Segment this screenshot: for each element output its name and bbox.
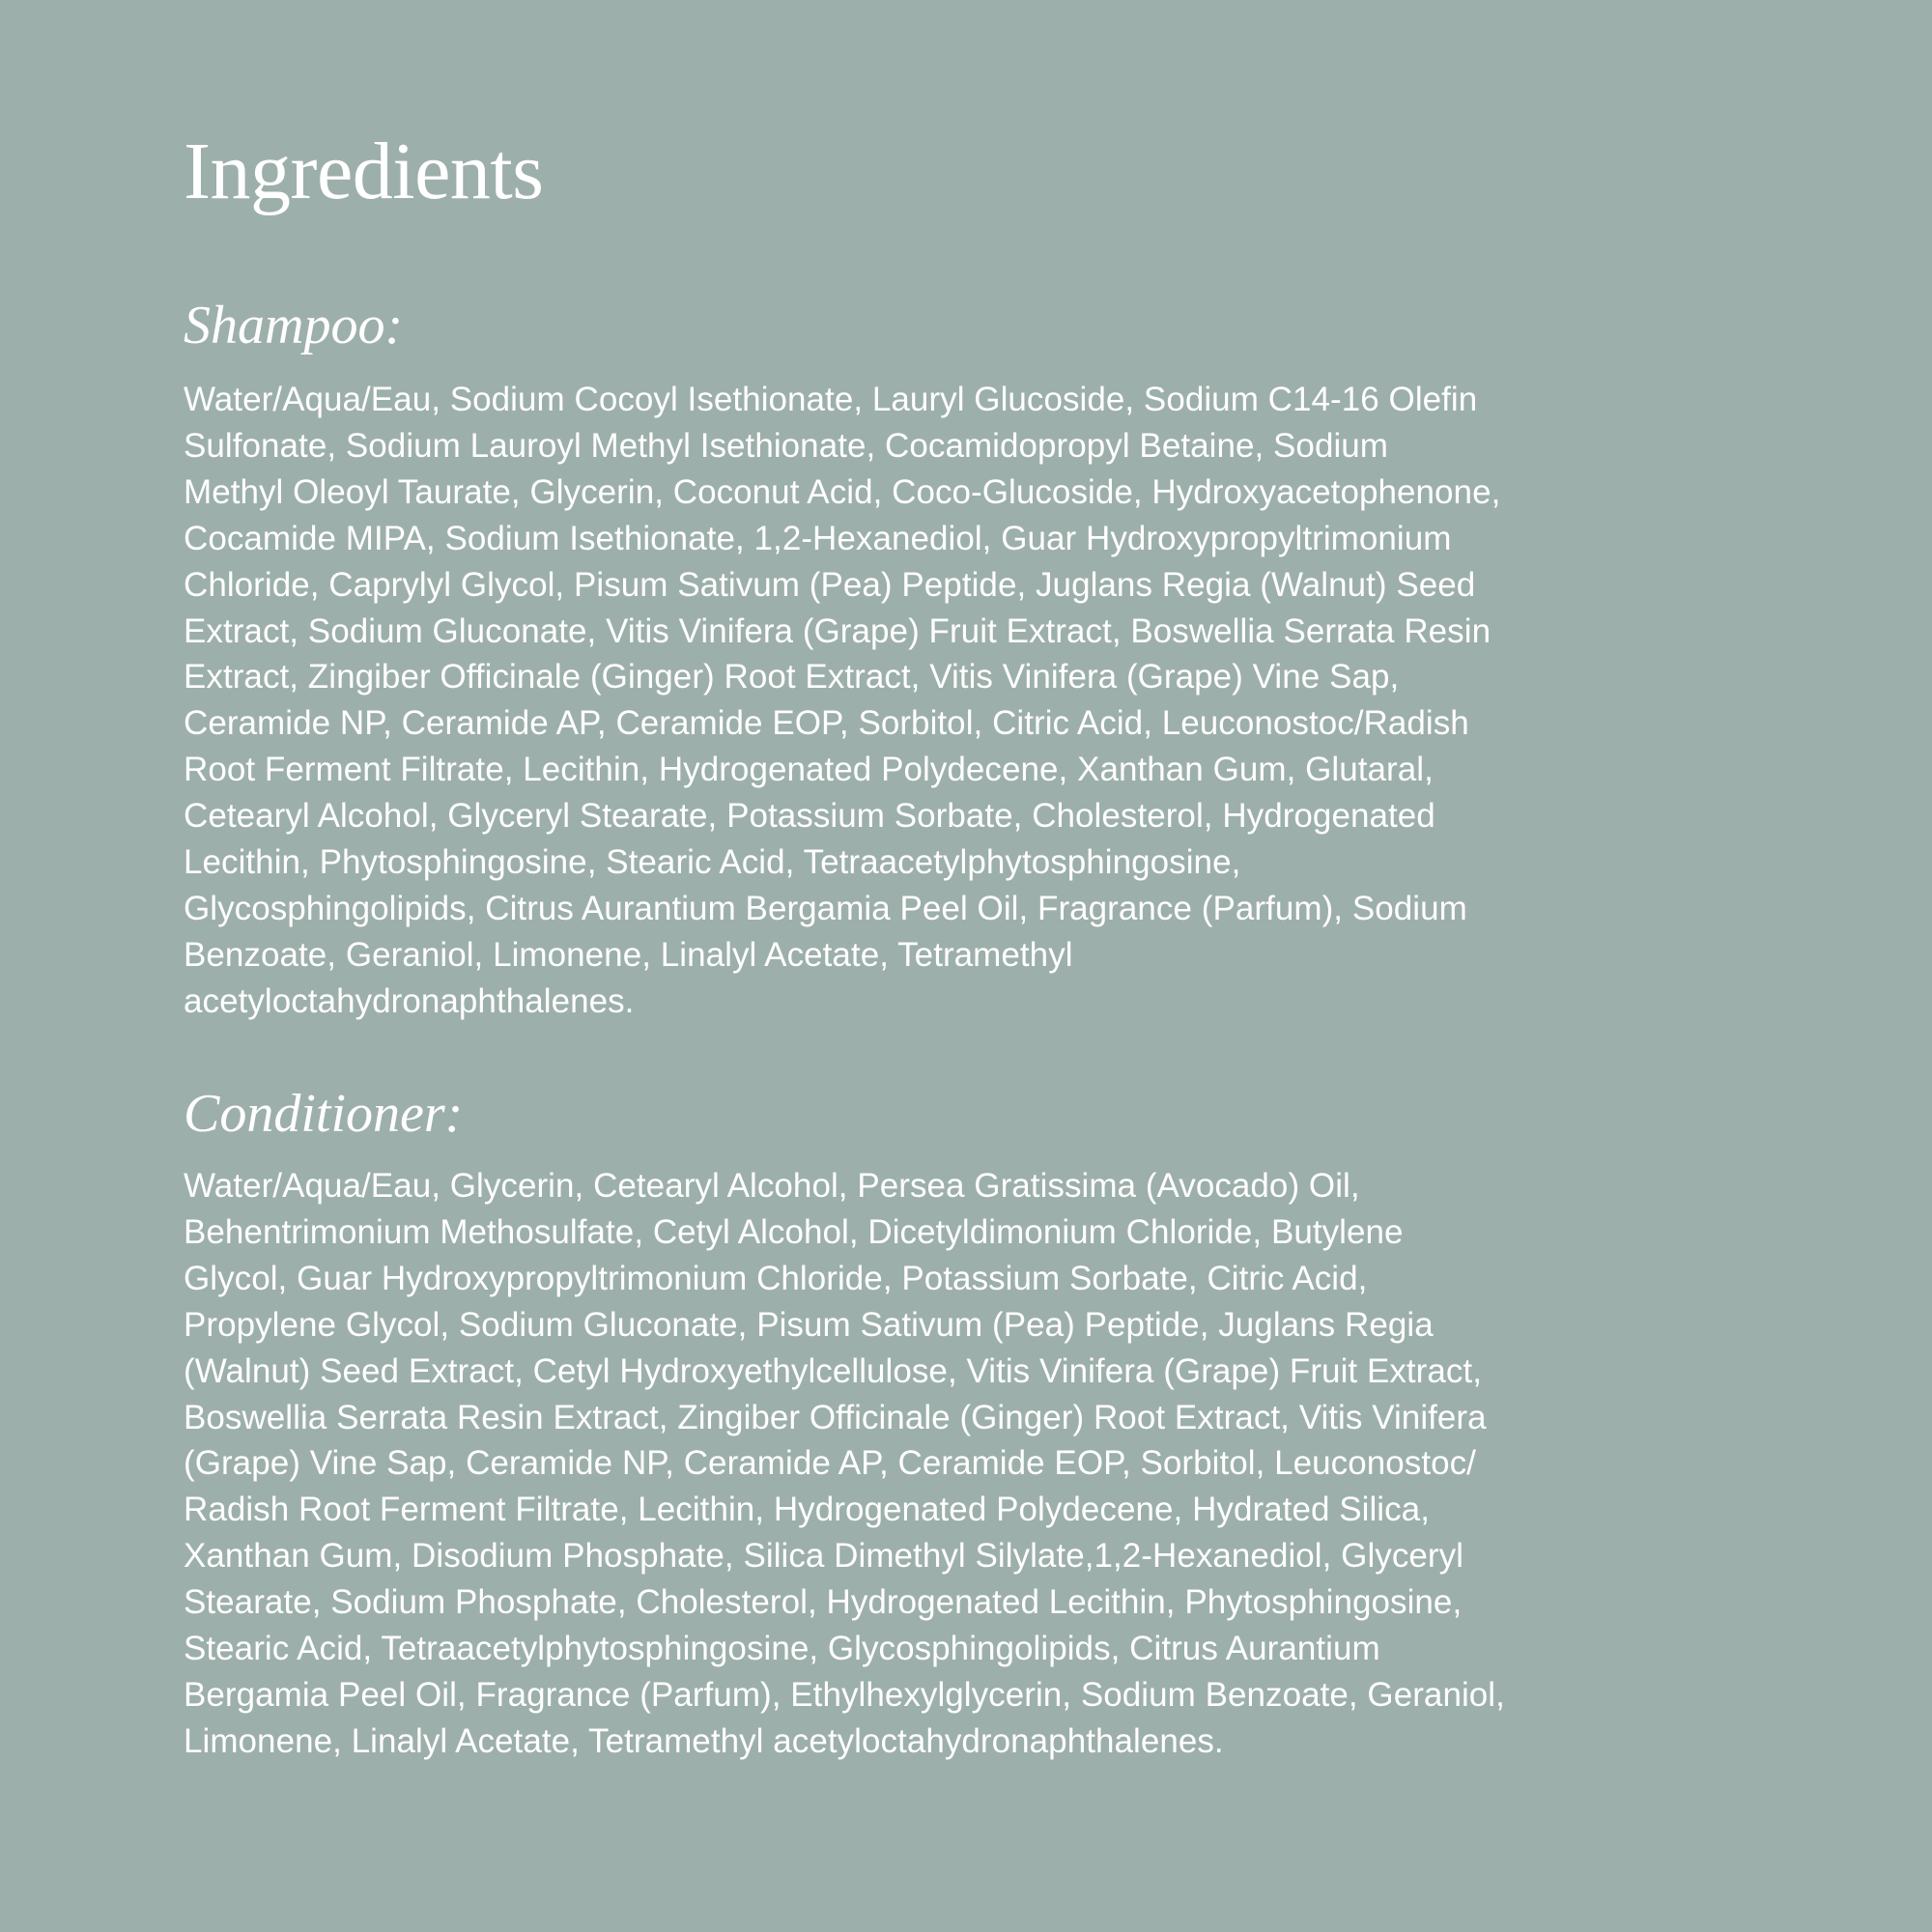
page-title: Ingredients: [184, 127, 544, 216]
shampoo-heading: Shampoo:: [184, 296, 404, 355]
conditioner-ingredients-text: Water/Aqua/Eau, Glycerin, Cetearyl Alcohol, Persea Gratissima (Avocado) Oil, Behentrimonium Methosulfate, Cetyl Alcohol, Dicetyldimonium Chloride, Butylene Glycol, Guar Hydroxypropyltrimonium Chloride, Potassium Sorbate, Citric Acid, Propylene Glycol, Sodium Gluconate, Pisum Sativum (Pea) Peptide, Juglans Regia (Walnut) Seed Extract, Cetyl Hydroxyethylcellulose, Vitis Vinifera (Grape) Fruit Extract, Boswellia Serrata Resin Extract, Zingiber Officinale (Ginger) Root Extract, Vitis Vinifera (Grape) Vine Sap, Ceramide NP, Ceramide AP, Ceramide EOP, Sorbitol, Leuconostoc/ Radish Root Ferment Filtrate, Lecithin, Hydrogenated Polydecene, Hydrated Silica, Xanthan Gum, Disodium Phosphate, Silica Dimethyl Silylate,1,2-Hexanediol, Glyceryl Stearate, Sodium Phosphate, Cholesterol, Hydrogenated Lecithin, Phytosphingosine, Stearic Acid, Tetraacetylphytosphingosine, Glycosphingolipids, Citrus Aurantium Bergamia Peel Oil, Fragrance (Parfum), Ethylhexylglycerin, Sodium Benzoate, Geraniol, Limonene, Linalyl Acetate, Tetramethyl acetyloctahydronaphthalenes.: [184, 1167, 1505, 1760]
ingredients-page: [184, 0, 1768, 1932]
shampoo-ingredients-text: Water/Aqua/Eau, Sodium Cocoyl Isethionate, Lauryl Glucoside, Sodium C14-16 Olefin Sulfonate, Sodium Lauroyl Methyl Isethionate, Cocamidopropyl Betaine, Sodium Methyl Oleoyl Taurate, Glycerin, Coconut Acid, Coco-Glucoside, Hydroxyacetophenone, Cocamide MIPA, Sodium Isethionate, 1,2-Hexanediol, Guar Hydroxypropyltrimonium Chloride, Caprylyl Glycol, Pisum Sativum (Pea) Peptide, Juglans Regia (Walnut) Seed Extract, Sodium Gluconate, Vitis Vinifera (Grape) Fruit Extract, Boswellia Serrata Resin Extract, Zingiber Officinale (Ginger) Root Extract, Vitis Vinifera (Grape) Vine Sap, Ceramide NP, Ceramide AP, Ceramide EOP, Sorbitol, Citric Acid, Leuconostoc/Radish Root Ferment Filtrate, Lecithin, Hydrogenated Polydecene, Xanthan Gum, Glutaral, Cetearyl Alcohol, Glyceryl Stearate, Potassium Sorbate, Cholesterol, Hydrogenated Lecithin, Phytosphingosine, Stearic Acid, Tetraacetylphytosphingosine, Glycosphingolipids, Citrus Aurantium Bergamia Peel Oil, Fragrance (Parfum), Sodium Benzoate, Geraniol, Limonene, Linalyl Acetate, Tetramethyl acetyloctahydronaphthalenes.: [184, 381, 1501, 1020]
conditioner-heading: Conditioner:: [184, 1084, 464, 1144]
